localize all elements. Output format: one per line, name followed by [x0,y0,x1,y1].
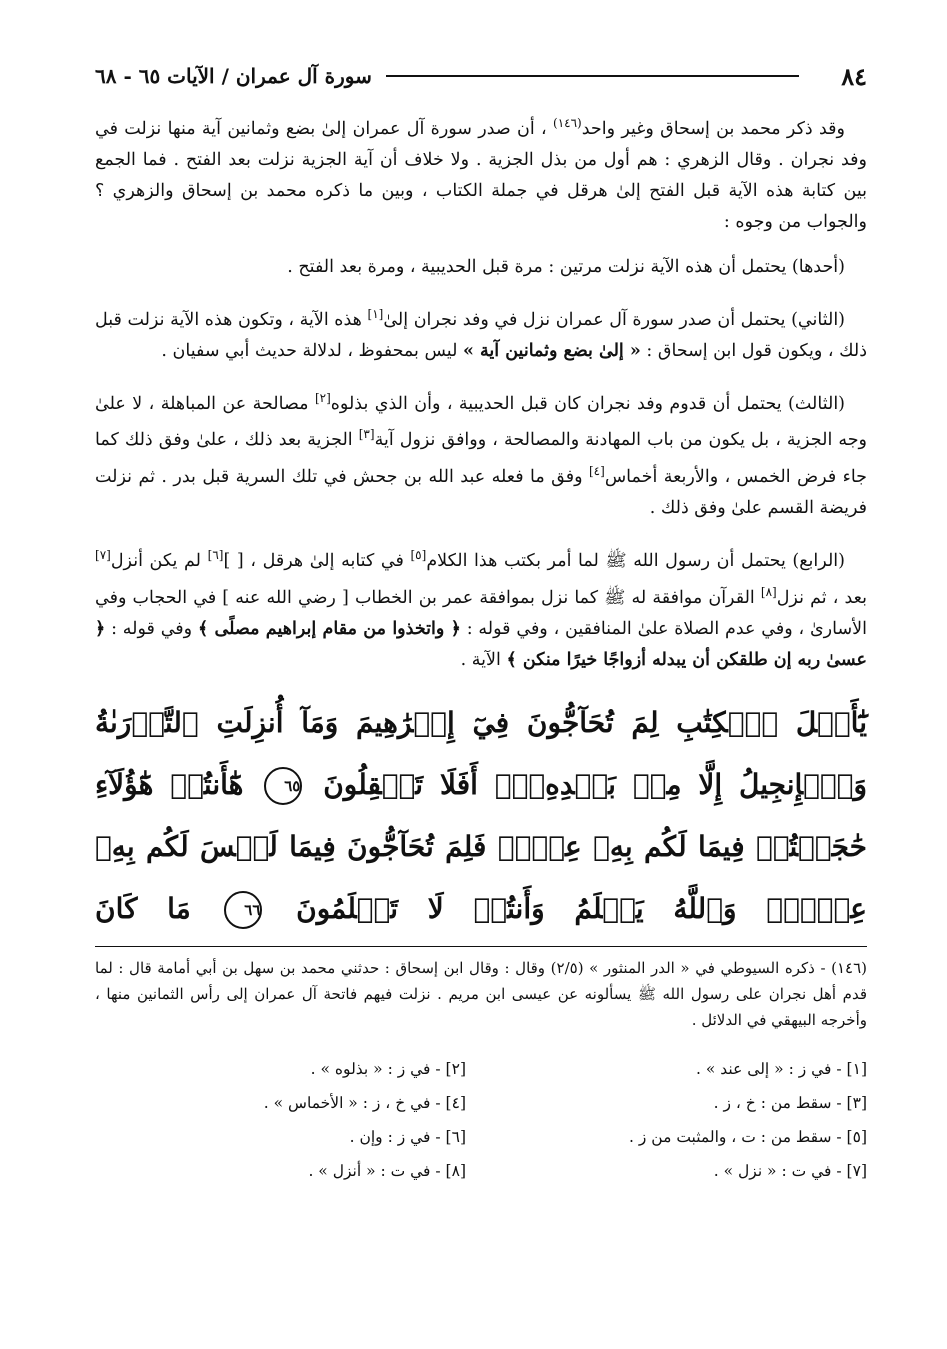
variant-note: [١] - في ز : « إلى عند » . [696,1059,867,1078]
ayah-number-66: ٦٦ [224,891,262,929]
variant-ref: [٨] [760,584,777,599]
variant-note: [٤] - في خ ، ز : « الأخماس » . [263,1093,466,1112]
verse-66: هَٰٓأَنتُمۡ هَٰٓؤُلَآءِ حَٰجَجۡتُمۡ فِيمَا لَكُم بِهِۦ عِلۡمٞ فَلِمَ تُحَآجُّونَ فِيمَا لَيۡسَ لَكُم بِهِۦ عِلۡمٞۚ وَٱللَّهُ يَعۡلَمُ وَأَنتُمۡ لَا تَعۡلَمُونَ [95,767,867,925]
variant-note: [٣] - سقط من : خ ، ز . [713,1093,867,1112]
page-header [95,58,867,94]
variant-note: [٥] - سقط من : ت ، والمثبت من ز . [629,1127,867,1146]
quran-verses [95,692,867,940]
variant-ref: [٧] [95,548,111,563]
paragraph-3: (الثاني) يحتمل أن صدر سورة آل عمران نزل في وفد نجران إلىٰ[١] هذه الآية ، وتكون هذه الآية نزلت قبل ذلك ، ويكون قول ابن إسحاق : « إلىٰ بضع وثمانين آية » ليس بمحفوظ ، لدلالة حديث أبي سفيان . [95,306,867,361]
verse-quote: ﴿ عسىٰ ربه إن طلقكن أن يبدله أزواجًا خيرًا منكن ﴾ [95,618,867,670]
footnote-ref: (١٤٦) [553,116,582,130]
verse-quote: ﴿ واتخذوا من مقام إبراهيم مصلًى ﴾ [197,618,461,639]
variant-note: [٦] - في ز : وإن . [349,1127,466,1146]
paragraph-2: (أحدها) يحتمل أن هذه الآية نزلت مرتين : مرة قبل الحديبية ، ومرة بعد الفتح . [287,256,845,277]
footnote-146: (١٤٦) - ذكره السيوطي في « الدر المنثور » (٢/٥) وقال : وقال ابن إسحاق : حدثني محمد بن سهل بن أبي أمامة قال : لما قدم أهل نجران على رسول الله ﷺ يسألونه عن عيسى ابن مريم . نزلت فيهم فاتحة آل عمران إلى رأس الثمانين منها ، وأخرجه البيهقي في الدلائل . [95,958,867,1029]
quoted-phrase: « إلىٰ بضع وثمانين آية » [462,340,641,361]
verse-67-start: مَا كَانَ [95,891,191,925]
variant-ref: [١] [367,306,384,321]
variant-note: [٢] - في ز : « بذلوه » . [310,1059,466,1078]
variant-ref: [٤] [588,464,605,479]
paragraph-1: وقد ذكر محمد بن إسحاق وغير واحد$^{(١٤٦)}$ ، أن صدر سورة آل عمران إلىٰ بضع وثمانين آية منها نزلت في وفد نجران . وقال الزهري : هم أول من بذل الجزية . ولا خلاف أن آية الجزية نزلت بعد الفتح . فما الجمع بين كتابة هذه الآية قبل الفتح إلىٰ هرقل في جملة الكتاب ، وبين ما ذكره محمد بن إسحاق والزهري ؟ والجواب من وجوه : [95,116,867,232]
variant-ref: [٥] [410,548,427,563]
verse-65: يَٰٓأَهۡلَ ٱلۡكِتَٰبِ لِمَ تُحَآجُّونَ فِيٓ إِبۡرَٰهِيمَ وَمَآ أُنزِلَتِ ٱلتَّوۡرَىٰةُ وَٱلۡإِنجِيلُ إِلَّا مِنۢ بَعۡدِهِۦٓۚ أَفَلَا تَعۡقِلُونَ [95,705,867,801]
ayah-number-65: ٦٥ [264,767,302,805]
variant-ref: [٣] [358,427,375,442]
body-text [95,108,867,676]
variant-notes [95,1055,867,1185]
header-rule [386,75,799,77]
variant-note: [٨] - في ت : « أنزل » . [308,1161,466,1180]
variant-ref: [٦] [207,548,224,563]
variant-ref: [٢] [314,390,331,405]
footnote-rule [95,946,867,947]
page-number: ٨٤ [841,61,867,91]
paragraph-5: (الرابع) يحتمل أن رسول الله ﷺ لما أمر بكتب هذا الكلام[٥] في كتابه إلىٰ هرقل ، [ ][٦] لم يكن أنزل[٧] بعد ، ثم نزل[٨] القرآن موافقة له ﷺ كما نزل بموافقة عمر بن الخطاب [ رضي الله عنه ] في الحجاب وفي الأسارىٰ ، وفي عدم الصلاة علىٰ المنافقين ، وفي قوله : ﴿ واتخذوا من مقام إبراهيم مصلًى ﴾ وفي قوله : ﴿ عسىٰ ربه إن طلقكن أن يبدله أزواجًا خيرًا منكن ﴾ الآية . [95,548,867,670]
running-title: سورة آل عمران / الآيات ٦٥ - ٦٨ [95,64,372,88]
variant-note: [٧] - في ت : « نزل » . [713,1161,867,1180]
paragraph-4: (الثالث) يحتمل أن قدوم وفد نجران كان قبل الحديبية ، وأن الذي بذلوه[٢] مصالحة عن المباهلة ، لا علىٰ وجه الجزية ، بل يكون من باب المهادنة والمصالحة ، ووافق نزول آية[٣] الجزية بعد ذلك ، علىٰ وفق ذلك كما جاء فرض الخمس ، والأربعة أخماس[٤] وفق ما فعله عبد الله بن جحش في تلك السرية قبل بدر . ثم نزلت فريضة القسم علىٰ وفق ذلك . [95,390,868,519]
